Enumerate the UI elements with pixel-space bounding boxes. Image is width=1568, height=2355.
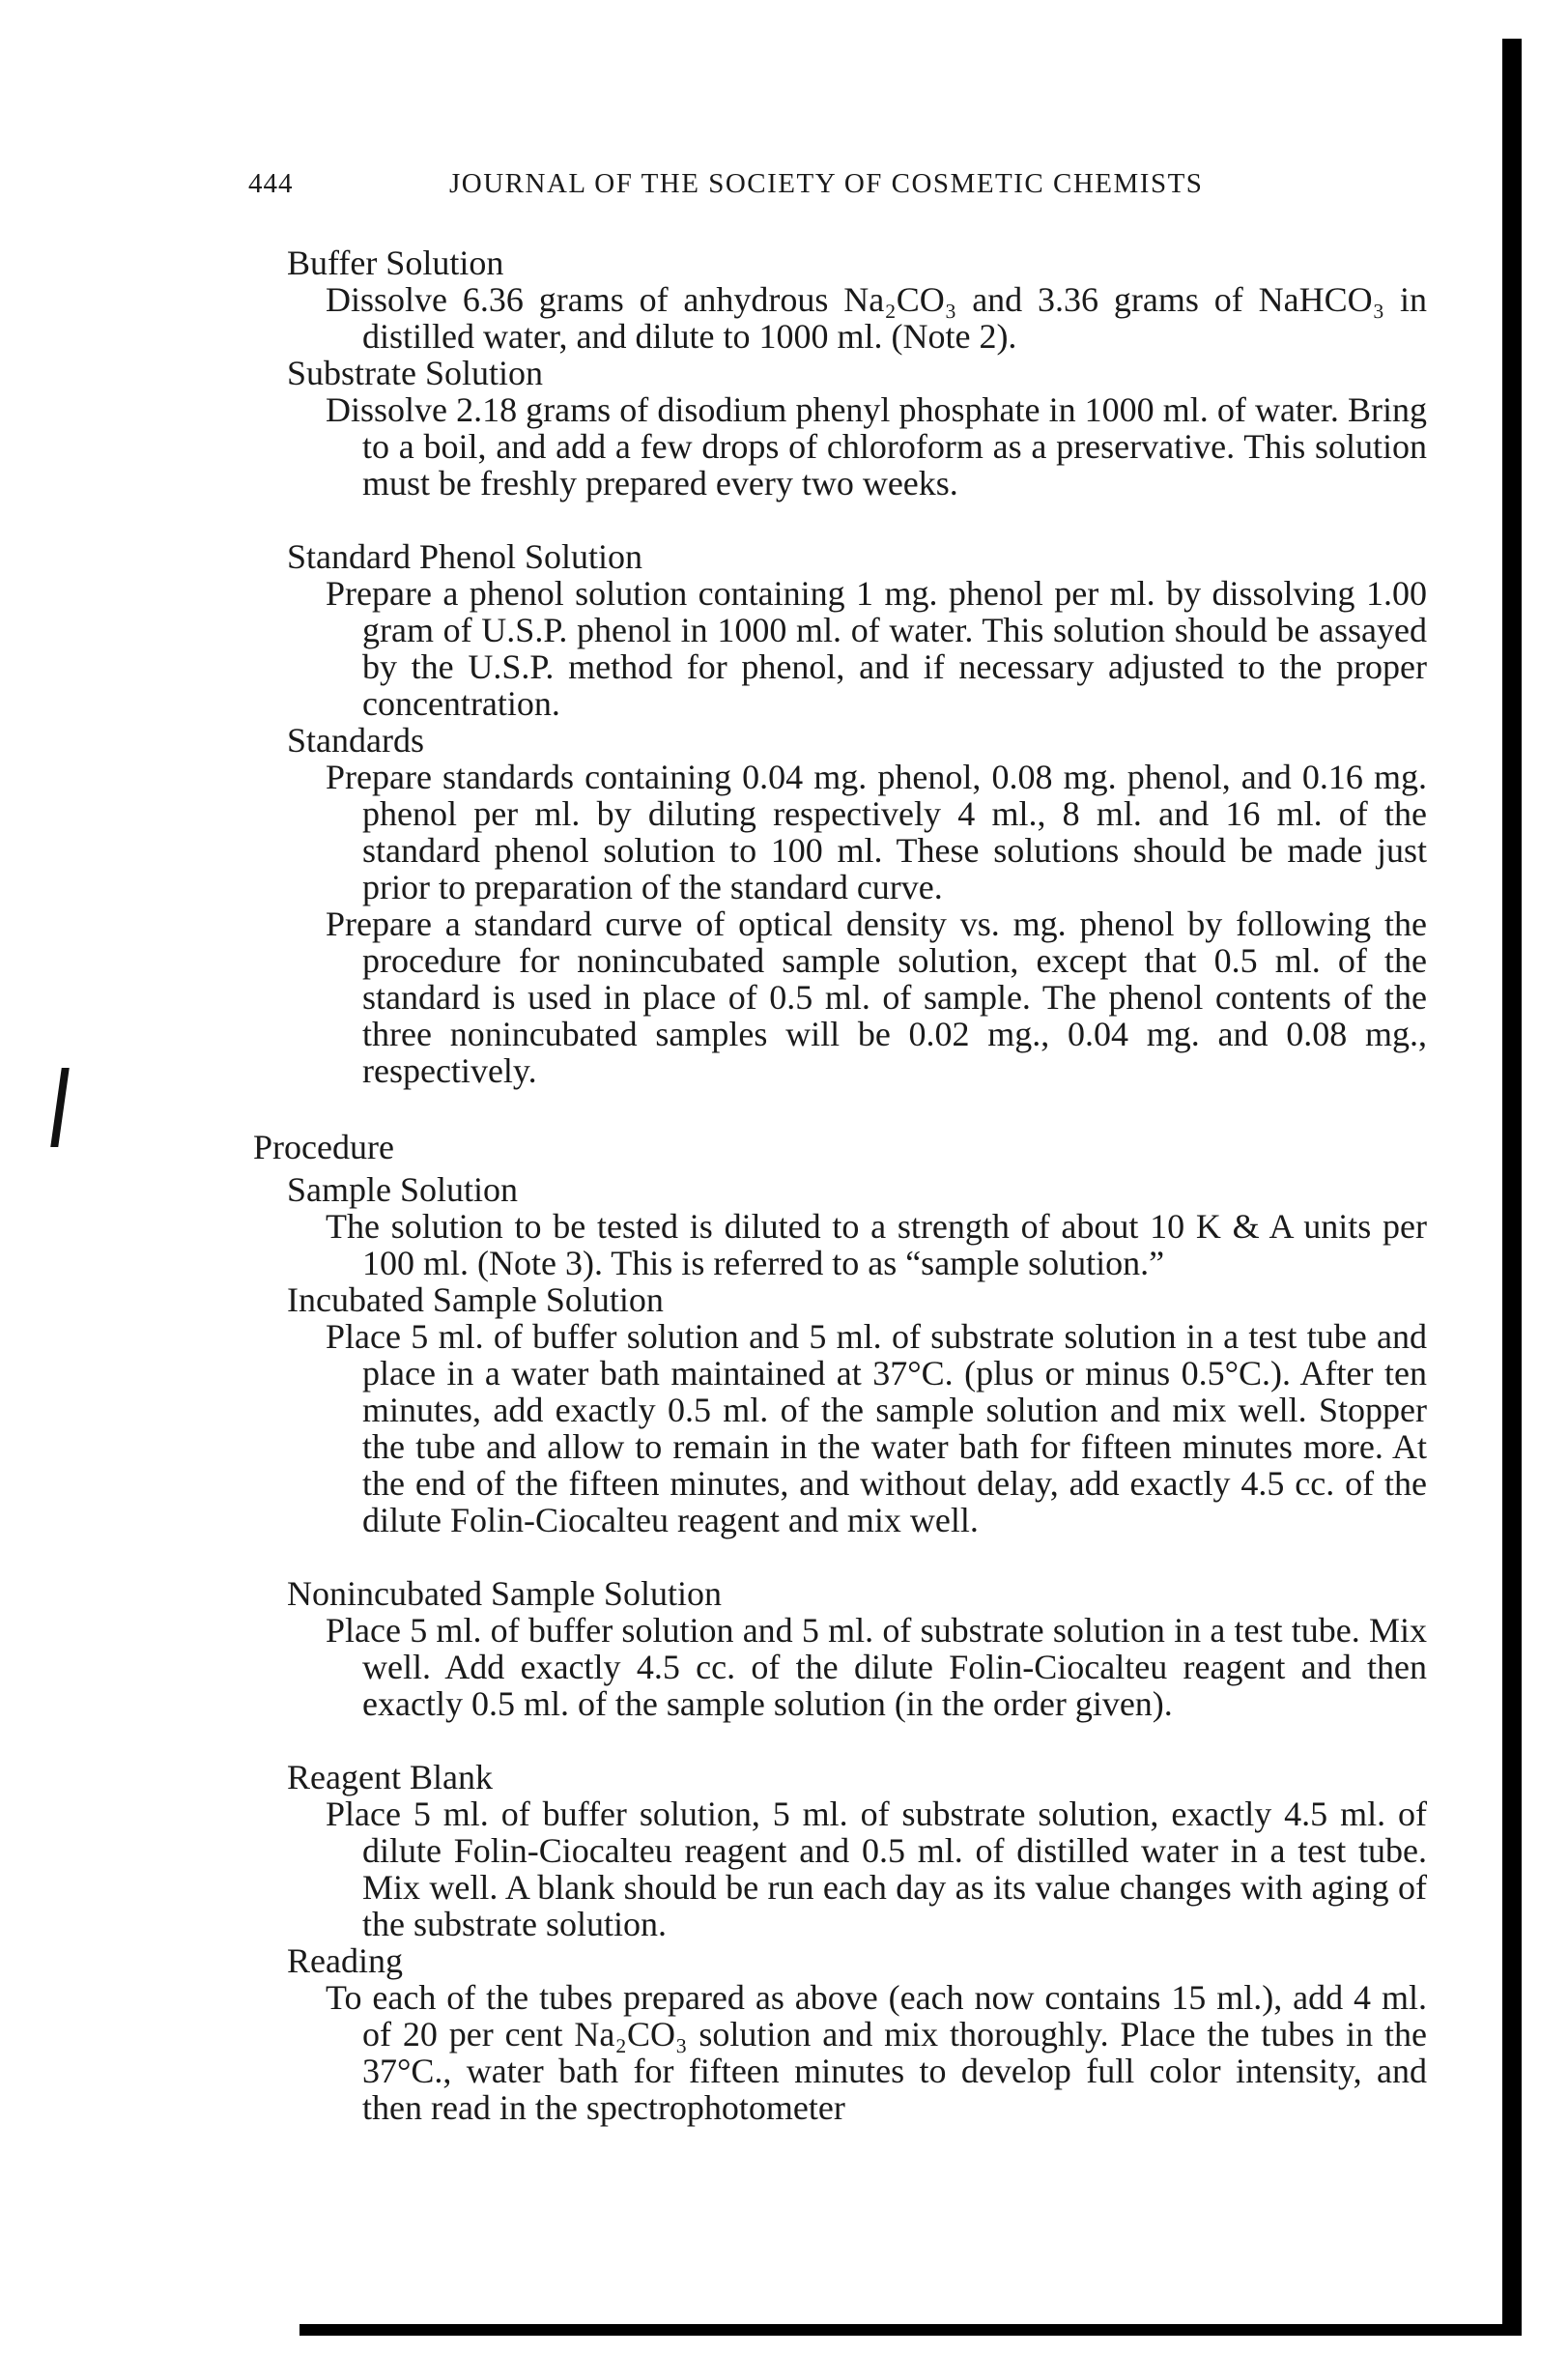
page-number: 444 — [248, 168, 294, 199]
section-heading-standard-phenol-solution: Standard Phenol Solution — [287, 537, 642, 576]
paragraph-sample-solution: The solution to be tested is diluted to a strength of about 10 K & A units per 100 ml. (Note 3). This is referred to as “sample solution.” — [326, 1207, 1427, 1282]
scan-bottom-rule — [299, 2324, 1522, 2336]
paragraph-nonincubated-sample-solution: Place 5 ml. of buffer solution and 5 ml. of substrate solution in a test tube. Mix well. Add exactly 4.5 cc. of the dilute Folin-Ciocalteu reagent and then exactly 0.5 ml. of the sample solution (in the order given). — [326, 1611, 1427, 1723]
paragraph-standard-phenol-solution: Prepare a phenol solution containing 1 mg. phenol per ml. by dissolving 1.00 gram of U.S.P. phenol in 1000 ml. of water. This solution should be assayed by the U.S.P. method for phenol, and if necessary adjusted to the proper concentration. — [326, 574, 1427, 723]
paragraph-incubated-sample-solution: Place 5 ml. of buffer solution and 5 ml. of substrate solution in a test tube and place in a water bath maintained at 37°C. (plus or minus 0.5°C.). After ten minutes, add exactly 0.5 ml. of the sample solution and mix well. Stopper the tube and allow to remain in the water bath for fifteen minutes more. At the end of the fifteen minutes, and without delay, add exactly 4.5 cc. of the dilute Folin-Ciocalteu reagent and mix well. — [326, 1317, 1427, 1539]
paragraph-substrate-solution: Dissolve 2.18 grams of disodium phenyl phosphate in 1000 ml. of water. Bring to a boil, and add a few drops of chloroform as a preservative. This solution must be freshly prepared every two weeks. — [326, 390, 1427, 503]
section-heading-substrate-solution: Substrate Solution — [287, 354, 544, 392]
section-heading-nonincubated-sample-solution: Nonincubated Sample Solution — [287, 1574, 722, 1613]
section-heading-standards: Standards — [287, 721, 424, 760]
scan-edge-bar — [1502, 39, 1522, 2329]
section-heading-reading: Reading — [287, 1941, 403, 1980]
paragraph-buffer-solution: Dissolve 6.36 grams of anhydrous Na₂CO₃ and 3.36 grams of NaHCO₃ in distilled water, and dilute to 1000 ml. (Note 2). — [326, 280, 1427, 356]
paragraph-reading: To each of the tubes prepared as above (each now contains 15 ml.), add 4 ml. of 20 per cent Na₂CO₃ solution and mix thoroughly. Place the tubes in the 37°C., water bath for fifteen minutes to develop full color intensity, and then read in the spectrophotometer — [326, 1978, 1427, 2127]
section-heading-sample-solution: Sample Solution — [287, 1170, 519, 1209]
paragraph-standards-2: Prepare a standard curve of optical density vs. mg. phenol by following the procedure for nonincubated sample solution, except that 0.5 ml. of the standard is used in place of 0.5 ml. of sample. The phenol contents of the three nonincubated samples will be 0.02 mg., 0.04 mg. and 0.08 mg., respectively. — [326, 905, 1427, 1090]
paragraph-standards-1: Prepare standards containing 0.04 mg. phenol, 0.08 mg. phenol, and 0.16 mg. phenol per ml. by diluting respectively 4 ml., 8 ml. and 16 ml. of the standard phenol solution to 100 ml. These solutions should be made just prior to preparation of the standard curve. — [326, 758, 1427, 906]
page-header — [0, 168, 1568, 207]
procedure-heading: Procedure — [253, 1128, 394, 1166]
section-heading-incubated-sample-solution: Incubated Sample Solution — [287, 1280, 664, 1319]
paragraph-reagent-blank: Place 5 ml. of buffer solution, 5 ml. of substrate solution, exactly 4.5 ml. of dilute Folin-Ciocalteu reagent and 0.5 ml. of distilled water in a test tube. Mix well. A blank should be run each day as its value changes with aging of the substrate solution. — [326, 1795, 1427, 1943]
running-title: JOURNAL OF THE SOCIETY OF COSMETIC CHEMISTS — [449, 168, 1204, 199]
section-heading-buffer-solution: Buffer Solution — [287, 244, 504, 282]
section-heading-reagent-blank: Reagent Blank — [287, 1758, 493, 1796]
margin-mark — [50, 1068, 70, 1147]
